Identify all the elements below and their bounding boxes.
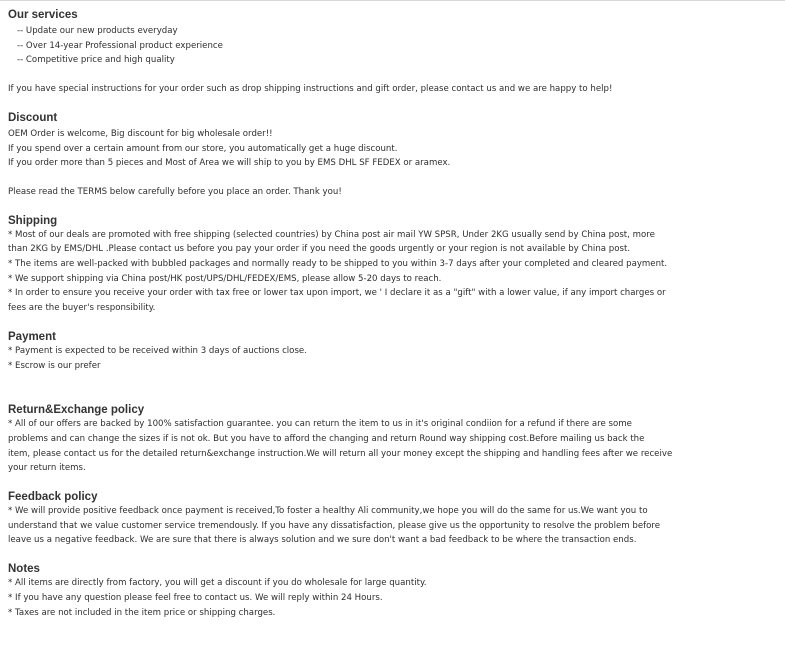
discount-line: If you spend over a certain amount from our store, you automatically get a huge discount. [8,143,398,154]
services-item: -- Competitive price and high quality [17,55,175,66]
terms-note: Please read the TERMS below carefully before you place an order. Thank you! [8,186,342,197]
return-exchange-line: item, please contact us for the detailed return&exchange instruction.We will return all your money except the shipping and handling fees after we receive [8,448,673,459]
shipping-line: fees are the buyer's responsibility. [8,303,156,314]
return-exchange-heading: Return&Exchange policy [8,404,145,417]
payment-line: * Payment is expected to be received within 3 days of auctions close. [8,345,307,356]
shipping-line: * Most of our deals are promoted with free shipping (selected countries) by China post air mail YW SPSR, Under 2KG usually send by China post, more [8,229,655,240]
payment-section [8,330,778,373]
notes-section [8,562,778,620]
feedback-line: leave us a negative feedback. We are sure that there is always solution and we sure don't want a bad feedback to be where the transaction ends. [8,535,637,546]
shipping-heading: Shipping [8,214,58,227]
return-exchange-line: problems and can change the sizes if is not ok. But you have to afford the changing and return Round way shipping cost.Before mailing us back the [8,433,645,444]
payment-heading: Payment [8,330,56,343]
services-item: -- Update our new products everyday [17,26,178,36]
feedback-line: understand that we value customer service tremendously. If you have any dissatisfaction, please give us the opportunity to resolve the problem before [8,520,661,531]
discount-section [8,111,778,200]
discount-line: OEM Order is welcome, Big discount for big wholesale order!! [8,128,273,139]
shipping-line: * We support shipping via China post/HK post/UPS/DHL/FEDEX/EMS, please allow 5-20 days to reach. [8,273,442,284]
shipping-line: than 2KG by EMS/DHL .Please contact us before you pay your order if you need the goods urgently or your region is not available by China post. [8,244,631,255]
feedback-heading: Feedback policy [8,491,98,504]
notes-line: * All items are directly from factory, you will get a discount if you do wholesale for large quantity. [8,578,427,589]
services-section [8,8,778,68]
return-exchange-line: * All of our offers are backed by 100% satisfaction guarantee. you can return the item to us in it's original condiion for a refund if there are some [8,419,632,430]
services-item: -- Over 14-year Professional product experience [17,40,223,51]
top-divider [0,0,785,1]
notes-line: * If you have any question please feel free to contact us. We will reply within 24 Hours. [8,592,383,603]
store-policy-document [8,8,778,620]
return-exchange-line: your return items. [8,463,86,474]
discount-heading: Discount [8,111,58,124]
shipping-line: * In order to ensure you receive your order with tax free or lower tax upon import, we ' I declare it as a "gift" with a lower value, if any import charges or [8,288,666,299]
notes-line: * Taxes are not included in the item price or shipping charges. [8,607,276,618]
feedback-section [8,490,778,548]
notes-heading: Notes [8,563,40,576]
services-heading: Our services [8,9,78,21]
payment-line: * Escrow is our prefer [8,360,101,371]
shipping-line: * The items are well-packed with bubbled packages and normally ready to be shipped to you within 3-7 days after your completed and cleared payment. [8,259,668,270]
return-exchange-section [8,403,778,476]
special-instructions-text: If you have special instructions for your order such as drop shipping instructions and gift order, please contact us and we are happy to help! [8,84,613,95]
shipping-section [8,214,778,316]
feedback-line: * We will provide positive feedback once payment is received,To foster a healthy Ali community,we hope you will do the same for us.We want you to [8,506,648,517]
discount-line: If you order more than 5 pieces and Most of Area we will ship to you by EMS DHL SF FEDEX or aramex. [8,158,451,169]
